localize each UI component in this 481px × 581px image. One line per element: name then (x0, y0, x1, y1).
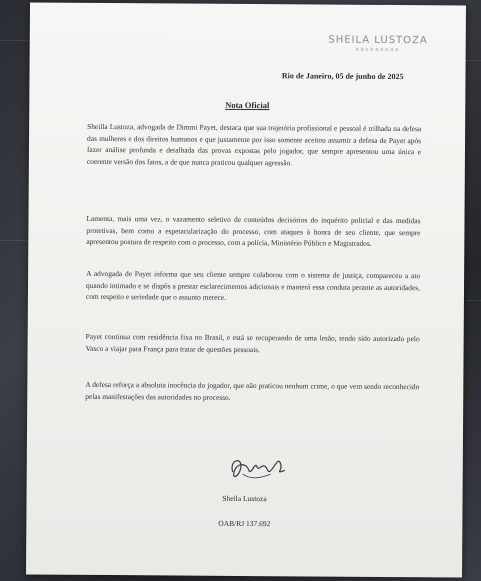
document-title: Nota Oficial (225, 99, 270, 111)
background-line (466, 300, 481, 301)
paragraph-1: Sheilla Lustoza, advogada de Dimmi Payet, destaca que sua trajetória profissional e pessoal é trilhada na defesa das mulheres e dos direitos humanos e que justamente por isso somente aceitou assumir a defesa de Payet após fazer análise profunda e detalhada das provas expostas pelo jogador, que sempre apresentou uma única e coerente versão dos fatos, a de que nunca praticou qualquer agressão. (86, 121, 422, 168)
logo-brand-name: SHEILA LUSTOZA (328, 34, 428, 47)
background-line (0, 240, 28, 241)
handwritten-signature (227, 450, 291, 486)
signature-name: Sheila Lustoza (222, 493, 267, 504)
letter-document (26, 2, 466, 577)
paragraph-5: A defesa reforça a absoluta inocência do jogador, que não praticou nenhum crime, o que vem sendo reconhecido pelas manifestações das autoridades no processo. (85, 379, 420, 402)
paragraph-3: A advogada de Payet informa que seu cliente sempre colaborou com o sistema de justiça, compareceu a ato quando intimado e se dispôs a prestar esclarecimentos adicionais e manterá essa conduta perante as autoridades, com respeito e seriedade que o assunto merece. (85, 268, 421, 303)
date-line: Rio de Janeiro, 05 de junho de 2025 (281, 71, 404, 82)
signature-oab-number: OAB/RJ 137.692 (218, 518, 271, 529)
background-line (464, 60, 481, 61)
letterhead-logo (328, 35, 427, 53)
paragraph-2: Lamenta, mais uma vez, o vazamento seletivo de conteúdos decisórios do inquérito policial e das medidas protetivas, bem como a espetacularização do processo, com ataques à honra de seu cliente, que sempre apresentou postura de respeito com o processo, com a polícia, Ministério Público e Magistrados. (86, 213, 421, 249)
paragraph-4: Payet continua com residência fixa no Brasil, e está se recuperando de uma lesão, tendo sido autorizado pelo Vasco a viajar para França para tratar de questões pessoais. (85, 331, 420, 354)
background-line (0, 40, 30, 41)
logo-brand-sub: ADVOGADOS (355, 46, 401, 53)
